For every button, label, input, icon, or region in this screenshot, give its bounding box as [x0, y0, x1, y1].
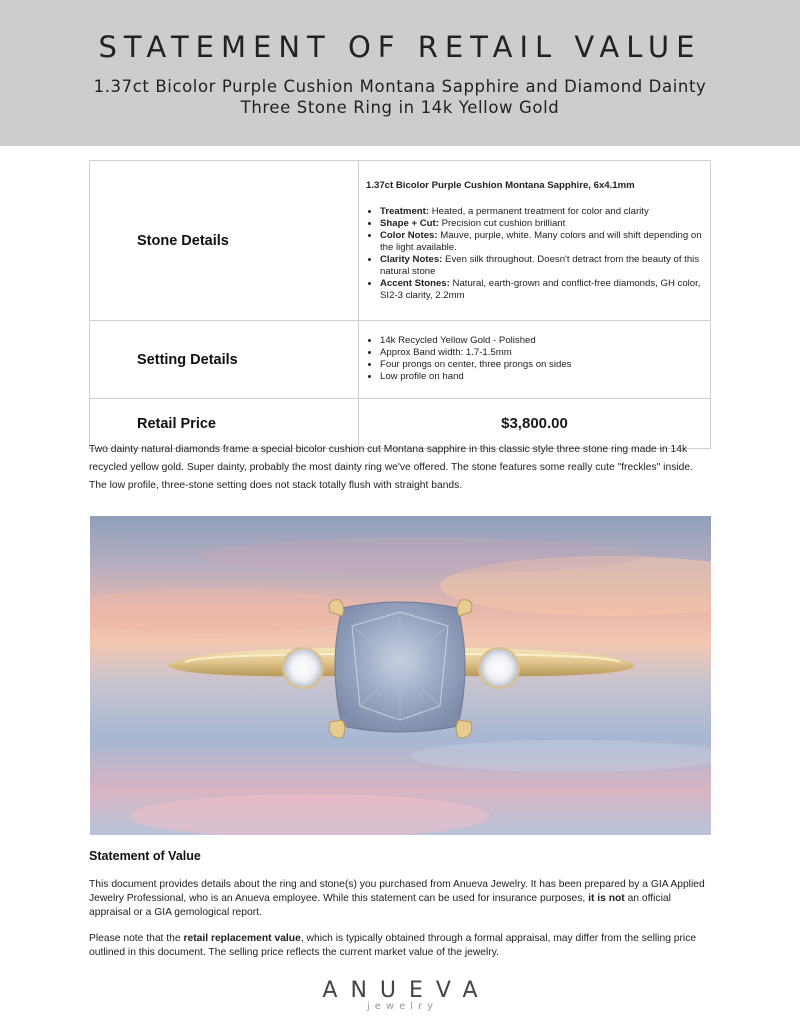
list-item: • Treatment: Heated, a permanent treatment for color and clarity — [380, 206, 702, 218]
list-item: • Accent Stones: Natural, earth-grown and conflict-free diamonds, GH color, SI2-3 clarity, 2.2mm — [380, 278, 702, 302]
retail-price-label: Retail Price — [90, 399, 359, 449]
statement-paragraph-1: This document provides details about the ring and stone(s) you purchased from Anueva Jewelry. It has been prepared by a GIA Applied Jewelry Professional, who is an Anueva employee. While this statement can be used for insurance purposes, it is not an official appraisal or a GIA gemological report. — [89, 879, 705, 918]
statement-paragraph-2: Please note that the retail replacement value, which is typically obtained through a formal appraisal, may differ from the selling price outlined in this document. The selling price reflects the current market value of the jewelry. — [89, 933, 697, 958]
list-item: • Low profile on hand — [380, 371, 702, 383]
setting-details-row — [90, 321, 711, 399]
product-subtitle: 1.37ct Bicolor Purple Cushion Montana Sapphire and Diamond Dainty Three Stone Ring in 14k Yellow Gold — [93, 77, 707, 117]
list-item: • Four prongs on center, three prongs on sides — [380, 359, 702, 371]
list-item: • Color Notes: Mauve, purple, white. Many colors and will shift depending on the light available. — [380, 230, 702, 254]
stone-details-row — [90, 161, 711, 321]
document-title: STATEMENT OF RETAIL VALUE — [98, 30, 702, 64]
setting-details-label: Setting Details — [90, 321, 359, 399]
ring-photo — [90, 516, 711, 835]
product-description: Two dainty natural diamonds frame a special bicolor cushion cut Montana sapphire in this classic style three stone ring made in 14k recycled yellow gold. Super dainty, probably the most dainty ring we've offered. The stone features some really cute "freckles" inside. The low profile, three-stone setting does not stack totally flush with straight bands. — [89, 444, 693, 491]
list-item: • Approx Band width: 1.7-1.5mm — [380, 347, 702, 359]
anueva-logo — [300, 978, 500, 1012]
list-item: • Clarity Notes: Even silk throughout. Doesn't detract from the beauty of this natural stone — [380, 254, 702, 278]
list-item: • Shape + Cut: Precision cut cushion brilliant — [380, 218, 702, 230]
header-banner — [0, 0, 800, 146]
stone-details-content — [359, 161, 711, 321]
statement-of-value-title: Statement of Value — [89, 849, 201, 863]
setting-details-content — [359, 321, 711, 399]
stone-details-label: Stone Details — [90, 161, 359, 321]
retail-price-value: $3,800.00 — [359, 399, 711, 449]
stone-details-list — [366, 206, 702, 302]
stone-heading: 1.37ct Bicolor Purple Cushion Montana Sapphire, 6x4.1mm — [366, 179, 635, 191]
list-item: • 14k Recycled Yellow Gold - Polished — [380, 335, 702, 347]
setting-details-list — [366, 335, 702, 383]
logo-subtext: jewelry — [366, 1001, 439, 1012]
logo-wordmark: ANUEVA — [322, 978, 491, 1003]
details-table — [89, 160, 711, 449]
